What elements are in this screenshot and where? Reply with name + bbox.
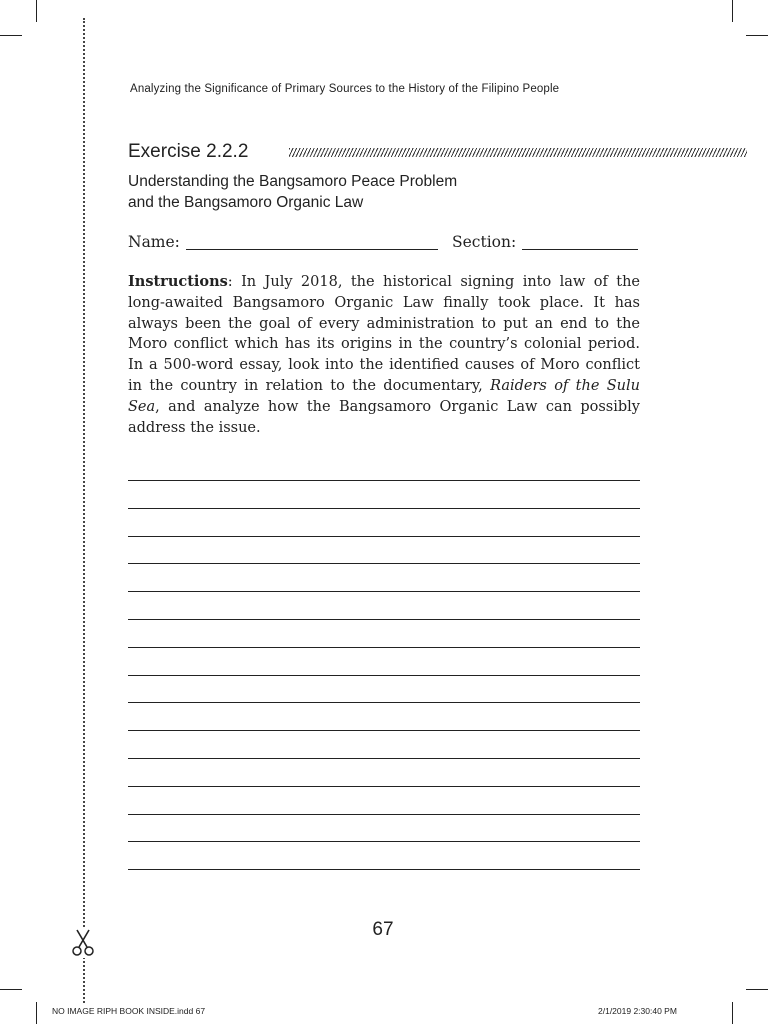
subtitle-line-1: Understanding the Bangsamoro Peace Problem xyxy=(128,173,458,190)
instructions-block xyxy=(128,272,640,438)
answer-lines[interactable] xyxy=(128,480,640,897)
running-head: Analyzing the Significance of Primary Sources to the History of the Filipino People xyxy=(130,83,560,95)
scissors-icon xyxy=(70,928,96,958)
page-number: 67 xyxy=(372,919,394,940)
subtitle-line-2: and the Bangsamoro Organic Law xyxy=(128,194,364,211)
answer-line[interactable] xyxy=(128,536,640,537)
answer-line[interactable] xyxy=(128,480,640,481)
documentary-title: Raiders of the Sulu Sea xyxy=(128,377,641,415)
crop-mark-bottom-right-horizontal xyxy=(746,989,768,990)
exercise-subtitle xyxy=(128,171,548,213)
name-field[interactable] xyxy=(186,249,438,250)
section-label: Section: xyxy=(452,233,517,251)
instructions-text-2: , and analyze how the Bangsamoro Organic Law can possibly address the issue. xyxy=(128,398,640,436)
name-label: Name: xyxy=(128,233,180,251)
section-field[interactable] xyxy=(522,249,638,250)
answer-line[interactable] xyxy=(128,702,640,703)
instructions-paragraph xyxy=(128,272,640,438)
hatched-rule xyxy=(289,148,747,157)
crop-mark-bottom-right-vertical xyxy=(732,1002,733,1024)
answer-line[interactable] xyxy=(128,591,640,592)
answer-line[interactable] xyxy=(128,869,640,870)
crop-mark-top-left-horizontal xyxy=(0,35,22,36)
answer-line[interactable] xyxy=(128,730,640,731)
answer-line[interactable] xyxy=(128,647,640,648)
answer-line[interactable] xyxy=(128,675,640,676)
answer-line[interactable] xyxy=(128,786,640,787)
exercise-title: Exercise 2.2.2 xyxy=(128,141,249,162)
crop-mark-bottom-left-horizontal xyxy=(0,989,22,990)
answer-line[interactable] xyxy=(128,508,640,509)
slug-timestamp: 2/1/2019 2:30:40 PM xyxy=(598,1006,677,1016)
answer-line[interactable] xyxy=(128,814,640,815)
crop-mark-bottom-left-vertical xyxy=(36,1002,37,1024)
answer-line[interactable] xyxy=(128,563,640,564)
answer-line[interactable] xyxy=(128,841,640,842)
answer-line[interactable] xyxy=(128,619,640,620)
instructions-label: Instructions xyxy=(128,273,228,290)
answer-line[interactable] xyxy=(128,758,640,759)
crop-mark-top-right-vertical xyxy=(732,0,733,22)
slug-file-info: NO IMAGE RIPH BOOK INSIDE.indd 67 xyxy=(52,1006,206,1016)
instructions-text-1: : In July 2018, the historical signing into law of the long-awaited Bangsamoro Organic Law finally took place. It has always been the goal of every administration to put an end to the Moro conflict which has its origins in the country’s colonial period. In a 500-word essay, look into the identified causes of Moro conflict in the country in relation to the documentary, xyxy=(128,274,640,394)
crop-mark-top-right-horizontal xyxy=(746,35,768,36)
crop-mark-top-left-vertical xyxy=(36,0,37,22)
dotted-cut-line xyxy=(83,18,85,1003)
name-section-row xyxy=(128,233,640,255)
